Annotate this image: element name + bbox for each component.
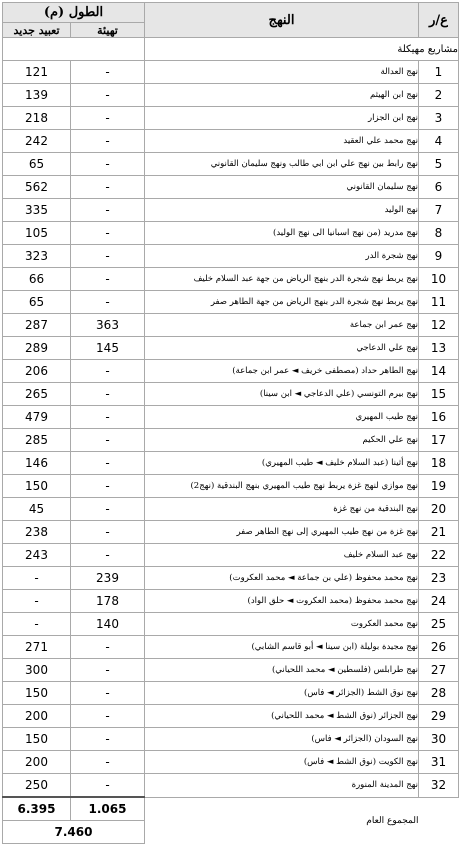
new-length-cell: 287: [3, 314, 71, 337]
new-length-cell: 562: [3, 176, 71, 199]
road-name-cell: نهج محمد علي العقيد: [145, 130, 419, 153]
table-row: [3, 429, 459, 452]
row-index-cell: 32: [419, 774, 459, 798]
section-row: [3, 38, 459, 61]
table-row: [3, 452, 459, 475]
upgrade-length-cell: -: [71, 199, 145, 222]
row-index-cell: 26: [419, 636, 459, 659]
upgrade-length-cell: 145: [71, 337, 145, 360]
road-name-cell: نهج محمد محفوظ (علي بن جماعة ◄ محمد العكروت): [145, 567, 419, 590]
row-index-cell: 5: [419, 153, 459, 176]
row-index-cell: 30: [419, 728, 459, 751]
row-index-cell: 24: [419, 590, 459, 613]
upgrade-length-cell: -: [71, 498, 145, 521]
table-row: [3, 636, 459, 659]
road-name-cell: نهج يربط نهج شجرة الدر بنهج الرياض من جهة عبد السلام خليف: [145, 268, 419, 291]
table-row: [3, 682, 459, 705]
road-name-cell: نهج ابن الهيثم: [145, 84, 419, 107]
table-row: [3, 383, 459, 406]
road-name-cell: نهج محمد محفوظ (محمد العكروت ◄ حلق الواد): [145, 590, 419, 613]
upgrade-length-cell: 239: [71, 567, 145, 590]
road-name-cell: نهج سليمان القانوني: [145, 176, 419, 199]
new-length-cell: 45: [3, 498, 71, 521]
new-length-cell: 289: [3, 337, 71, 360]
new-length-cell: 150: [3, 728, 71, 751]
row-index-cell: 28: [419, 682, 459, 705]
road-name-cell: نهج طرابلس (فلسطين ◄ محمد اللحياني): [145, 659, 419, 682]
table-row: [3, 337, 459, 360]
road-name-cell: نهج بيرم التونسي (علي الدعاجي ◄ ابن سينا): [145, 383, 419, 406]
upgrade-length-cell: -: [71, 544, 145, 567]
roads-table: [2, 2, 459, 844]
road-header: النهج: [145, 3, 419, 38]
upgrade-length-cell: -: [71, 291, 145, 314]
upgrade-length-cell: -: [71, 107, 145, 130]
row-index-cell: 10: [419, 268, 459, 291]
total-new: 6.395: [3, 797, 71, 821]
road-name-cell: نهج محمد العكروت: [145, 613, 419, 636]
road-name-cell: نهج مدريد (من نهج اسبانيا الى نهج الوليد): [145, 222, 419, 245]
table-row: [3, 222, 459, 245]
table-row: [3, 567, 459, 590]
new-length-cell: 265: [3, 383, 71, 406]
row-index-cell: 23: [419, 567, 459, 590]
row-index-cell: 3: [419, 107, 459, 130]
upgrade-length-cell: -: [71, 475, 145, 498]
section-title: مشاريع مهيكلة: [145, 38, 459, 61]
upgrade-length-cell: -: [71, 84, 145, 107]
new-length-cell: 66: [3, 268, 71, 291]
road-name-cell: نهج مجيدة بوليلة (ابن سينا ◄ أبو قاسم الشابي): [145, 636, 419, 659]
road-name-cell: نهج موازي لنهج غزة يربط نهج طيب المهيري بنهج البندقية (نهج2): [145, 475, 419, 498]
grand-total-value: 7.460: [3, 821, 145, 844]
row-index-cell: 2: [419, 84, 459, 107]
upgrade-length-cell: -: [71, 682, 145, 705]
row-index-cell: 11: [419, 291, 459, 314]
totals-row: [3, 797, 459, 821]
header-row: [3, 3, 459, 23]
upgrade-length-cell: -: [71, 176, 145, 199]
new-length-cell: 139: [3, 84, 71, 107]
row-index-cell: 18: [419, 452, 459, 475]
upgrade-length-cell: -: [71, 360, 145, 383]
new-length-cell: 271: [3, 636, 71, 659]
new-length-cell: 150: [3, 682, 71, 705]
road-name-cell: نهج الكويت (نوق الشط ◄ فاس): [145, 751, 419, 774]
row-index-cell: 13: [419, 337, 459, 360]
upgrade-length-cell: -: [71, 383, 145, 406]
road-name-cell: نهج الطاهر حداد (مصطفى خريف ◄ عمر ابن جماعة): [145, 360, 419, 383]
road-name-cell: نهج علي الدعاجي: [145, 337, 419, 360]
new-length-cell: 200: [3, 751, 71, 774]
road-name-cell: نهج يربط نهج شجرة الدر بنهج الرياض من جهة الطاهر صفر: [145, 291, 419, 314]
upgrade-length-cell: 140: [71, 613, 145, 636]
row-index-cell: 29: [419, 705, 459, 728]
road-name-cell: نهج الجزائر (نوق الشط ◄ محمد اللحياني): [145, 705, 419, 728]
upgrade-length-cell: -: [71, 705, 145, 728]
row-index-cell: 1: [419, 61, 459, 84]
new-length-cell: 335: [3, 199, 71, 222]
new-length-cell: 150: [3, 475, 71, 498]
table-row: [3, 613, 459, 636]
road-name-cell: نهج غزة من نهج طيب المهيري إلى نهج الطاهر صفر: [145, 521, 419, 544]
row-index-cell: 27: [419, 659, 459, 682]
table-row: [3, 590, 459, 613]
new-length-cell: 105: [3, 222, 71, 245]
table-row: [3, 498, 459, 521]
new-length-cell: -: [3, 590, 71, 613]
new-length-cell: 200: [3, 705, 71, 728]
row-index-cell: 19: [419, 475, 459, 498]
total-upgrade: 1.065: [71, 797, 145, 821]
table-row: [3, 406, 459, 429]
road-name-cell: نهج العدالة: [145, 61, 419, 84]
row-index-cell: 22: [419, 544, 459, 567]
upgrade-length-cell: -: [71, 268, 145, 291]
upgrade-length-cell: -: [71, 751, 145, 774]
new-header: تعبيد جديد: [3, 23, 71, 38]
table-row: [3, 61, 459, 84]
row-index-cell: 9: [419, 245, 459, 268]
upgrade-length-cell: -: [71, 774, 145, 798]
upgrade-length-cell: -: [71, 222, 145, 245]
upgrade-length-cell: -: [71, 153, 145, 176]
row-index-cell: 20: [419, 498, 459, 521]
new-length-cell: 242: [3, 130, 71, 153]
row-index-cell: 12: [419, 314, 459, 337]
table-row: [3, 659, 459, 682]
road-name-cell: نهج المدينة المنورة: [145, 774, 419, 798]
table-row: [3, 268, 459, 291]
table-row: [3, 84, 459, 107]
upgrade-length-cell: -: [71, 406, 145, 429]
upgrade-length-cell: -: [71, 61, 145, 84]
table-row: [3, 475, 459, 498]
new-length-cell: 243: [3, 544, 71, 567]
upgrade-length-cell: -: [71, 521, 145, 544]
road-name-cell: نهج عبد السلام خليف: [145, 544, 419, 567]
upgrade-length-cell: -: [71, 452, 145, 475]
grand-total-label: المجموع العام: [366, 815, 419, 826]
table-row: [3, 774, 459, 798]
table-row: [3, 314, 459, 337]
table-row: [3, 176, 459, 199]
new-length-cell: 65: [3, 291, 71, 314]
road-name-cell: نهج طيب المهيري: [145, 406, 419, 429]
table-row: [3, 705, 459, 728]
road-name-cell: نهج عمر ابن جماعة: [145, 314, 419, 337]
row-index-cell: 15: [419, 383, 459, 406]
road-name-cell: نهج نوق الشط (الجزائر ◄ فاس): [145, 682, 419, 705]
row-index-cell: 8: [419, 222, 459, 245]
table-row: [3, 153, 459, 176]
road-name-cell: نهج السودان (الجزائر ◄ فاس): [145, 728, 419, 751]
upgrade-length-cell: 363: [71, 314, 145, 337]
upgrade-length-cell: -: [71, 728, 145, 751]
table-row: [3, 291, 459, 314]
upgrade-length-cell: -: [71, 245, 145, 268]
road-name-cell: نهج ابن الجزار: [145, 107, 419, 130]
upgrade-header: تهيئة: [71, 23, 145, 38]
new-length-cell: 238: [3, 521, 71, 544]
table-row: [3, 544, 459, 567]
new-length-cell: -: [3, 613, 71, 636]
row-index-cell: 7: [419, 199, 459, 222]
table-row: [3, 751, 459, 774]
upgrade-length-cell: 178: [71, 590, 145, 613]
table-row: [3, 130, 459, 153]
row-index-cell: 4: [419, 130, 459, 153]
upgrade-length-cell: -: [71, 429, 145, 452]
new-length-cell: 285: [3, 429, 71, 452]
upgrade-length-cell: -: [71, 130, 145, 153]
upgrade-length-cell: -: [71, 659, 145, 682]
table-row: [3, 199, 459, 222]
road-name-cell: نهج أثينا (عبد السلام خليف ◄ طيب المهيري): [145, 452, 419, 475]
road-name-cell: نهج الوليد: [145, 199, 419, 222]
row-index-cell: 31: [419, 751, 459, 774]
table-row: [3, 521, 459, 544]
upgrade-length-cell: -: [71, 636, 145, 659]
table-row: [3, 360, 459, 383]
new-length-cell: 121: [3, 61, 71, 84]
table-row: [3, 245, 459, 268]
new-length-cell: 206: [3, 360, 71, 383]
row-index-cell: 16: [419, 406, 459, 429]
index-header: ع/ر: [419, 3, 459, 38]
row-index-cell: 25: [419, 613, 459, 636]
row-index-cell: 6: [419, 176, 459, 199]
road-name-cell: نهج شجرة الدر: [145, 245, 419, 268]
row-index-cell: 21: [419, 521, 459, 544]
new-length-cell: -: [3, 567, 71, 590]
road-name-cell: نهج رابط بين نهج علي ابن ابي طالب ونهج سليمان القانوني: [145, 153, 419, 176]
new-length-cell: 218: [3, 107, 71, 130]
table-row: [3, 107, 459, 130]
new-length-cell: 250: [3, 774, 71, 798]
new-length-cell: 300: [3, 659, 71, 682]
new-length-cell: 146: [3, 452, 71, 475]
road-name-cell: نهج علي الحكيم: [145, 429, 419, 452]
road-name-cell: نهج البندقية من نهج غزة: [145, 498, 419, 521]
table-row: [3, 728, 459, 751]
new-length-cell: 323: [3, 245, 71, 268]
new-length-cell: 65: [3, 153, 71, 176]
new-length-cell: 479: [3, 406, 71, 429]
length-header: الطول (م): [3, 3, 145, 23]
row-index-cell: 17: [419, 429, 459, 452]
row-index-cell: 14: [419, 360, 459, 383]
